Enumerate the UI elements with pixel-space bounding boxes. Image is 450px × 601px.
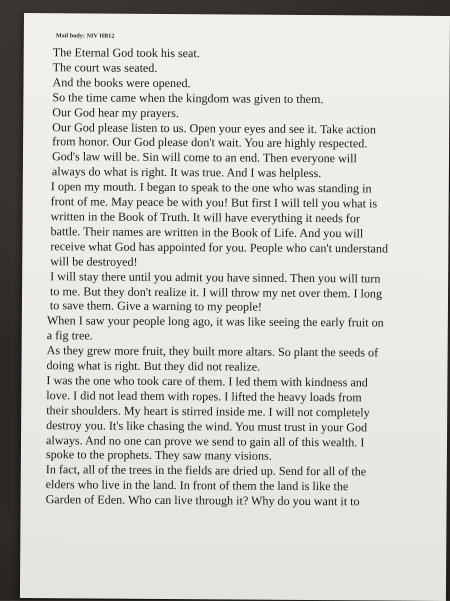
text-line: The court was seated. [52,60,158,75]
text-line: front of me. May peace be with you! But first I will tell you what is [50,194,378,211]
text-line: destroy you. It's like chasing the wind. You must trust in your God [46,417,368,435]
text-line: to me. But they don't realize it. I will throw my net over them. I long [50,283,383,301]
document-body [46,45,445,510]
text-line: love. I did not lead them with ropes. I lifted the heavy loads from [46,388,362,405]
text-line: I will stay there until you admit you have sinned. Then you will turn [50,268,381,286]
text-line: In fact, all of the trees in the fields are dried up. Send for all of the [45,462,367,479]
paper-page [20,13,450,601]
text-line: I was the one who took care of them. I led them with kindness and [46,373,368,390]
text-line: written in the Book of Truth. It will have everything it needs for [50,209,360,226]
text-line: So the time came when the kingdom was given to them. [52,89,324,106]
text-line: always do what is right. It was true. And I was helpless. [51,164,322,181]
text-line: a fig tree. [46,328,93,343]
text-line: The Eternal God took his seat. [52,45,200,61]
text-line: receive what God has appointed for you. People who can't understand [50,238,389,256]
text-line: always. And no one can prove we send to gain all of this wealth. I [45,432,365,449]
text-line: I open my mouth. I began to speak to the one who was standing in [50,179,372,196]
text-line: elders who live in the land. In front of them the land is like the [45,477,349,494]
text-line: As they grew more fruit, they built more altars. So plant the seeds of [46,343,379,360]
text-line: Our God please listen to us. Open your eyes and see it. Take action [52,119,376,136]
text-line: spoke to the prophets. They saw many visions. [45,447,272,464]
text-line: Our God hear my prayers. [52,104,179,120]
text-line: to save them. Give a warning to my people! [49,298,262,315]
text-line: And the books were opened. [52,75,191,90]
text-line: from honor. Our God please don't wait. You are highly respected. [52,134,368,151]
text-line: battle. Their names are written in the Book of Life. And you will [50,224,364,241]
text-line: doing what is right. But they did not realize. [46,358,261,374]
text-line: their shoulders. My heart is stirred inside me. I will not completely [46,402,370,420]
text-line: God's law will be. Sin will come to an end. Then everyone will [51,149,357,166]
text-line: will be destroyed! [50,253,138,269]
mail-header: Mail body: NIV HB12 [55,33,115,40]
text-line: Garden of Eden. Who can live through it? Why do you want it to [45,492,360,509]
text-line: When I saw your people long ago, it was like seeing the early fruit on [46,313,384,330]
